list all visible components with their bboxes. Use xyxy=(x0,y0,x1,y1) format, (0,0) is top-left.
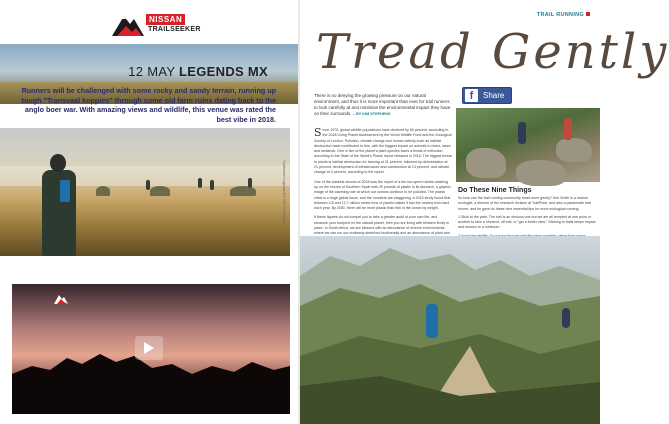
foreground-runner xyxy=(40,150,80,256)
distant-runner xyxy=(210,180,214,190)
distant-runner xyxy=(198,178,202,188)
tag-marker-icon xyxy=(586,12,590,16)
sidebar-heading: Do These Nine Things xyxy=(458,187,532,194)
logo-subtitle: TRAILSEEKER xyxy=(148,26,201,33)
sidebar-paragraph: 1 Stick to the path: The trail is an obvious one but we are all tempted at one point or another to take a shortcut, off trail, to "get a better view." Sticking to trails keeps impact and erosion to a minimum. xyxy=(458,214,596,230)
sidebar-paragraph: So how can the trail running community tread more gently? Kim Smith is a marine ecologist, a director of the research division at TrailPoint, and also a passionate trail runner, and he gave us these nine essential tips for more ecological running. xyxy=(458,196,591,211)
facebook-share-button[interactable] xyxy=(462,87,512,104)
video-player[interactable] xyxy=(12,284,290,414)
section-tag: TRAIL RUNNING xyxy=(537,12,590,18)
left-page xyxy=(0,0,300,424)
trail-runners-photo xyxy=(456,108,600,182)
intro-paragraph: Runners will be challenged with some rocky and sandy terrain, running up tough "Transvaal koppies" through some old farm ruins dating back to the anglo boer war. With amazing views and wildlife, this venue was rated the best vibe in 2018. xyxy=(21,86,276,124)
event-name: LEGENDS MX xyxy=(179,64,268,79)
mountain-trail-photo xyxy=(300,236,600,424)
play-button[interactable] xyxy=(135,336,163,360)
distant-runner xyxy=(146,180,150,190)
mountain-runner xyxy=(426,304,438,338)
video-logo-icon xyxy=(54,292,68,304)
trail-runner xyxy=(518,122,526,144)
mountain-range xyxy=(300,236,600,424)
play-icon xyxy=(144,342,154,354)
trail-runner xyxy=(564,118,572,140)
distant-runner xyxy=(248,178,252,188)
drop-cap: S xyxy=(314,126,322,139)
facebook-icon: f xyxy=(465,89,478,102)
logo-brand: NISSAN xyxy=(146,14,185,25)
event-title xyxy=(128,64,268,79)
mountain-runner xyxy=(562,308,570,328)
mountain-logo-icon xyxy=(112,10,144,36)
article-title: Tread Gently xyxy=(316,24,669,80)
runners-field-photo xyxy=(0,128,290,256)
standfirst xyxy=(314,93,452,117)
event-date: 12 MAY xyxy=(128,64,176,79)
byline: – BY KIM STEPHENS xyxy=(352,112,391,116)
photo-caption: Trailseeker Legends MX 2019 | Photo by ... xyxy=(282,160,286,228)
share-label: Share xyxy=(483,91,505,100)
body-paragraph: Since 1970, global wildlife populations have declined by 60 percent, according to the 2018 Living Planet Assessment by the World Wildlife Fund and the Zoological Society of London. Pollution, climate change and human activity such as habitat destruction have contributed to this, with the biggest impact on animals in rivers, lakes and wetlands. One in five of the planet's plant species faces a threat of extinction, according to the State of the World's Plants report released in 2016. The biggest threat to plants is habitat destruction for farming at 31 percent, followed by deforestation at 21 percent, development of infrastructure and construction at 13 percent, and climate change at 4 percent, according to the report. xyxy=(314,126,452,175)
body-paragraph: If these figures do not compel you to take a greater audit of your own life, and measure your footprint on the natural planet, then you are living with blinkers firmly in place. In South Africa, we are blessed with an abundance of diverse environments where we can run our endlessly stretched biodiversity and an abundance of plant and xyxy=(314,215,450,236)
standfirst-text: There is no denying the growing pressure on our natural environment, and thus it is more important than ever for trail runners to look carefully at and minimise the environmental impact they have on their surrounds. xyxy=(314,93,451,116)
trailseeker-logo xyxy=(112,8,202,38)
right-page xyxy=(300,0,669,424)
body-paragraph: One of the starkest shocks of 2018 was the report of a ten-ton sperm whale washing up on the shores of Southern Spain with 29 pounds of plastic in its stomach, a graphic image of the alarming rate at which our oceans continue to be polluted. The plastic crisis is a huge global issue, and the numbers are staggering. A 2015 study found that between 4.8 and 12.7 million metric tons of plastic makes it into the oceans from land each year. By 2050, there will be more plastic than fish in the ocean by weight. xyxy=(314,179,451,211)
